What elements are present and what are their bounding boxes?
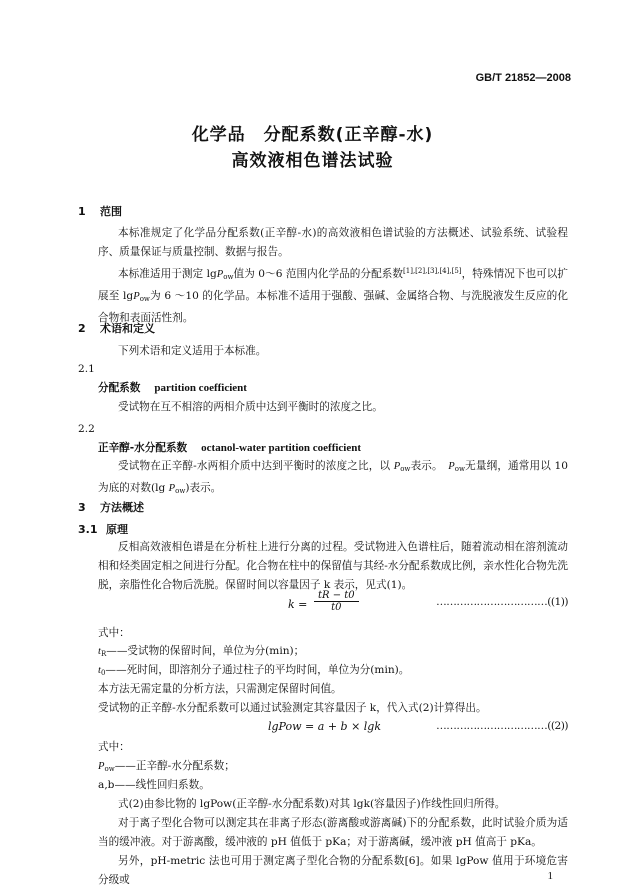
term-2-2-heading: 正辛醇-水分配系数 octanol-water partition coefficient [98, 442, 362, 454]
s3-paragraph-2: 受试物的正辛醇-水分配系数可以通过试验测定其容量因子 k，代入式(2)计算得出。 [98, 702, 487, 714]
where-label-1: 式中： [98, 627, 130, 639]
note-1: 本方法无需定量的分析方法，只需测定保留时间值。 [98, 683, 342, 695]
s1-paragraph-2: 本标准适用于测定 lgP$_{ow}$值为 0～6 范围内化学品的分配系数[1],[2],[3],[4],[5]，特殊情况下也可以扩展至 lgP$_{ow}$为 6 ～10 的化学品。本标准不适用于强酸、强碱、金属络合物、与洗脱液发生反应的化合物和表面活性剂。 [98, 267, 569, 324]
subsection-3-1-heading: 3.1 原理 [78, 523, 128, 536]
doc-title-line1: 化学品 分配系数(正辛醇-水) [191, 125, 434, 145]
section-1-heading [78, 203, 122, 219]
term-2-2-number: 2.2 [78, 423, 95, 435]
section-title: 范围 [100, 205, 122, 218]
s2-intro: 下列术语和定义适用于本标准。 [118, 345, 267, 357]
standard-number: GB/T 21852—2008 [475, 72, 571, 84]
term-2-1-heading: 分配系数 partition coefficient [98, 382, 247, 394]
s3-paragraph-5: 另外，pH-metric 法也可用于测定离子型化合物的分配系数[6]。如果 lgPow 值用于环境危害分级或 [98, 855, 568, 886]
term-2-1-number: 2.1 [78, 363, 95, 375]
where-label-2: 式中： [98, 741, 130, 753]
s3-paragraph-1: 反相高效液相色谱是在分析柱上进行分离的过程。受试物进入色谱柱后，随着流动相在溶剂流动相和烃类固定相之间进行分配。化合物在柱中的保留值与其经-水分配系数成比例，亲水性化合物先洗脱，亲脂性化合物后洗脱。保留时间以容量因子 k 表示，见式(1)。 [98, 541, 568, 591]
def-t0: $t_0——$死时间，即溶剂分子通过柱子的平均时间，单位为分(min)。 [98, 664, 410, 677]
page-number: 1 [547, 870, 553, 882]
equation-2: lgPow = a + b × lgk ……………………………((2)) [268, 720, 568, 733]
def-tr: $t_R——$受试物的保留时间，单位为分(min)； [98, 645, 305, 658]
def-pow: $P_{ow}——$正辛醇-水分配系数； [98, 760, 235, 773]
term-2-2-definition: 受试物在正辛醇-水两相介质中达到平衡时的浓度之比，以 $P_{ow}$表示。 $P_{ow}$无量纲，通常用以 10 为底的对数(lg $P_{ow}$)表示。 [98, 460, 569, 495]
section-2-heading: 2 术语和定义 [78, 322, 155, 335]
s1-paragraph-1: 本标准规定了化学品分配系数(正辛醇-水)的高效液相色谱试验的方法概述、试验系统、试验程序、质量保证与质量控制、数据与报告。 [98, 227, 568, 258]
s3-paragraph-4: 对于离子型化合物可以测定其在非离子形态(游离酸或游离碱)下的分配系数，此时试验介质为适当的缓冲液。对于游离酸，缓冲液的 pH 值低于 pKa；对于游离碱，缓冲液 pH 值高于 pKa。 [98, 817, 568, 848]
section-number: 1 [78, 205, 86, 218]
equation-1: k = $\frac{tR - t0}{t0}$ ……………………………((1)) [288, 590, 568, 613]
def-ab: a,b——线性回归系数。 [98, 779, 210, 791]
term-2-1-definition: 受试物在互不相溶的两相介质中达到平衡时的浓度之比。 [118, 401, 383, 413]
doc-title-line2: 高效液相色谱法试验 [231, 151, 394, 171]
section-3-heading: 3 方法概述 [78, 501, 144, 514]
s3-paragraph-3: 式(2)由参比物的 lgPow(正辛醇-水分配系数)对其 lgk(容量因子)作线性回归所得。 [118, 798, 506, 810]
